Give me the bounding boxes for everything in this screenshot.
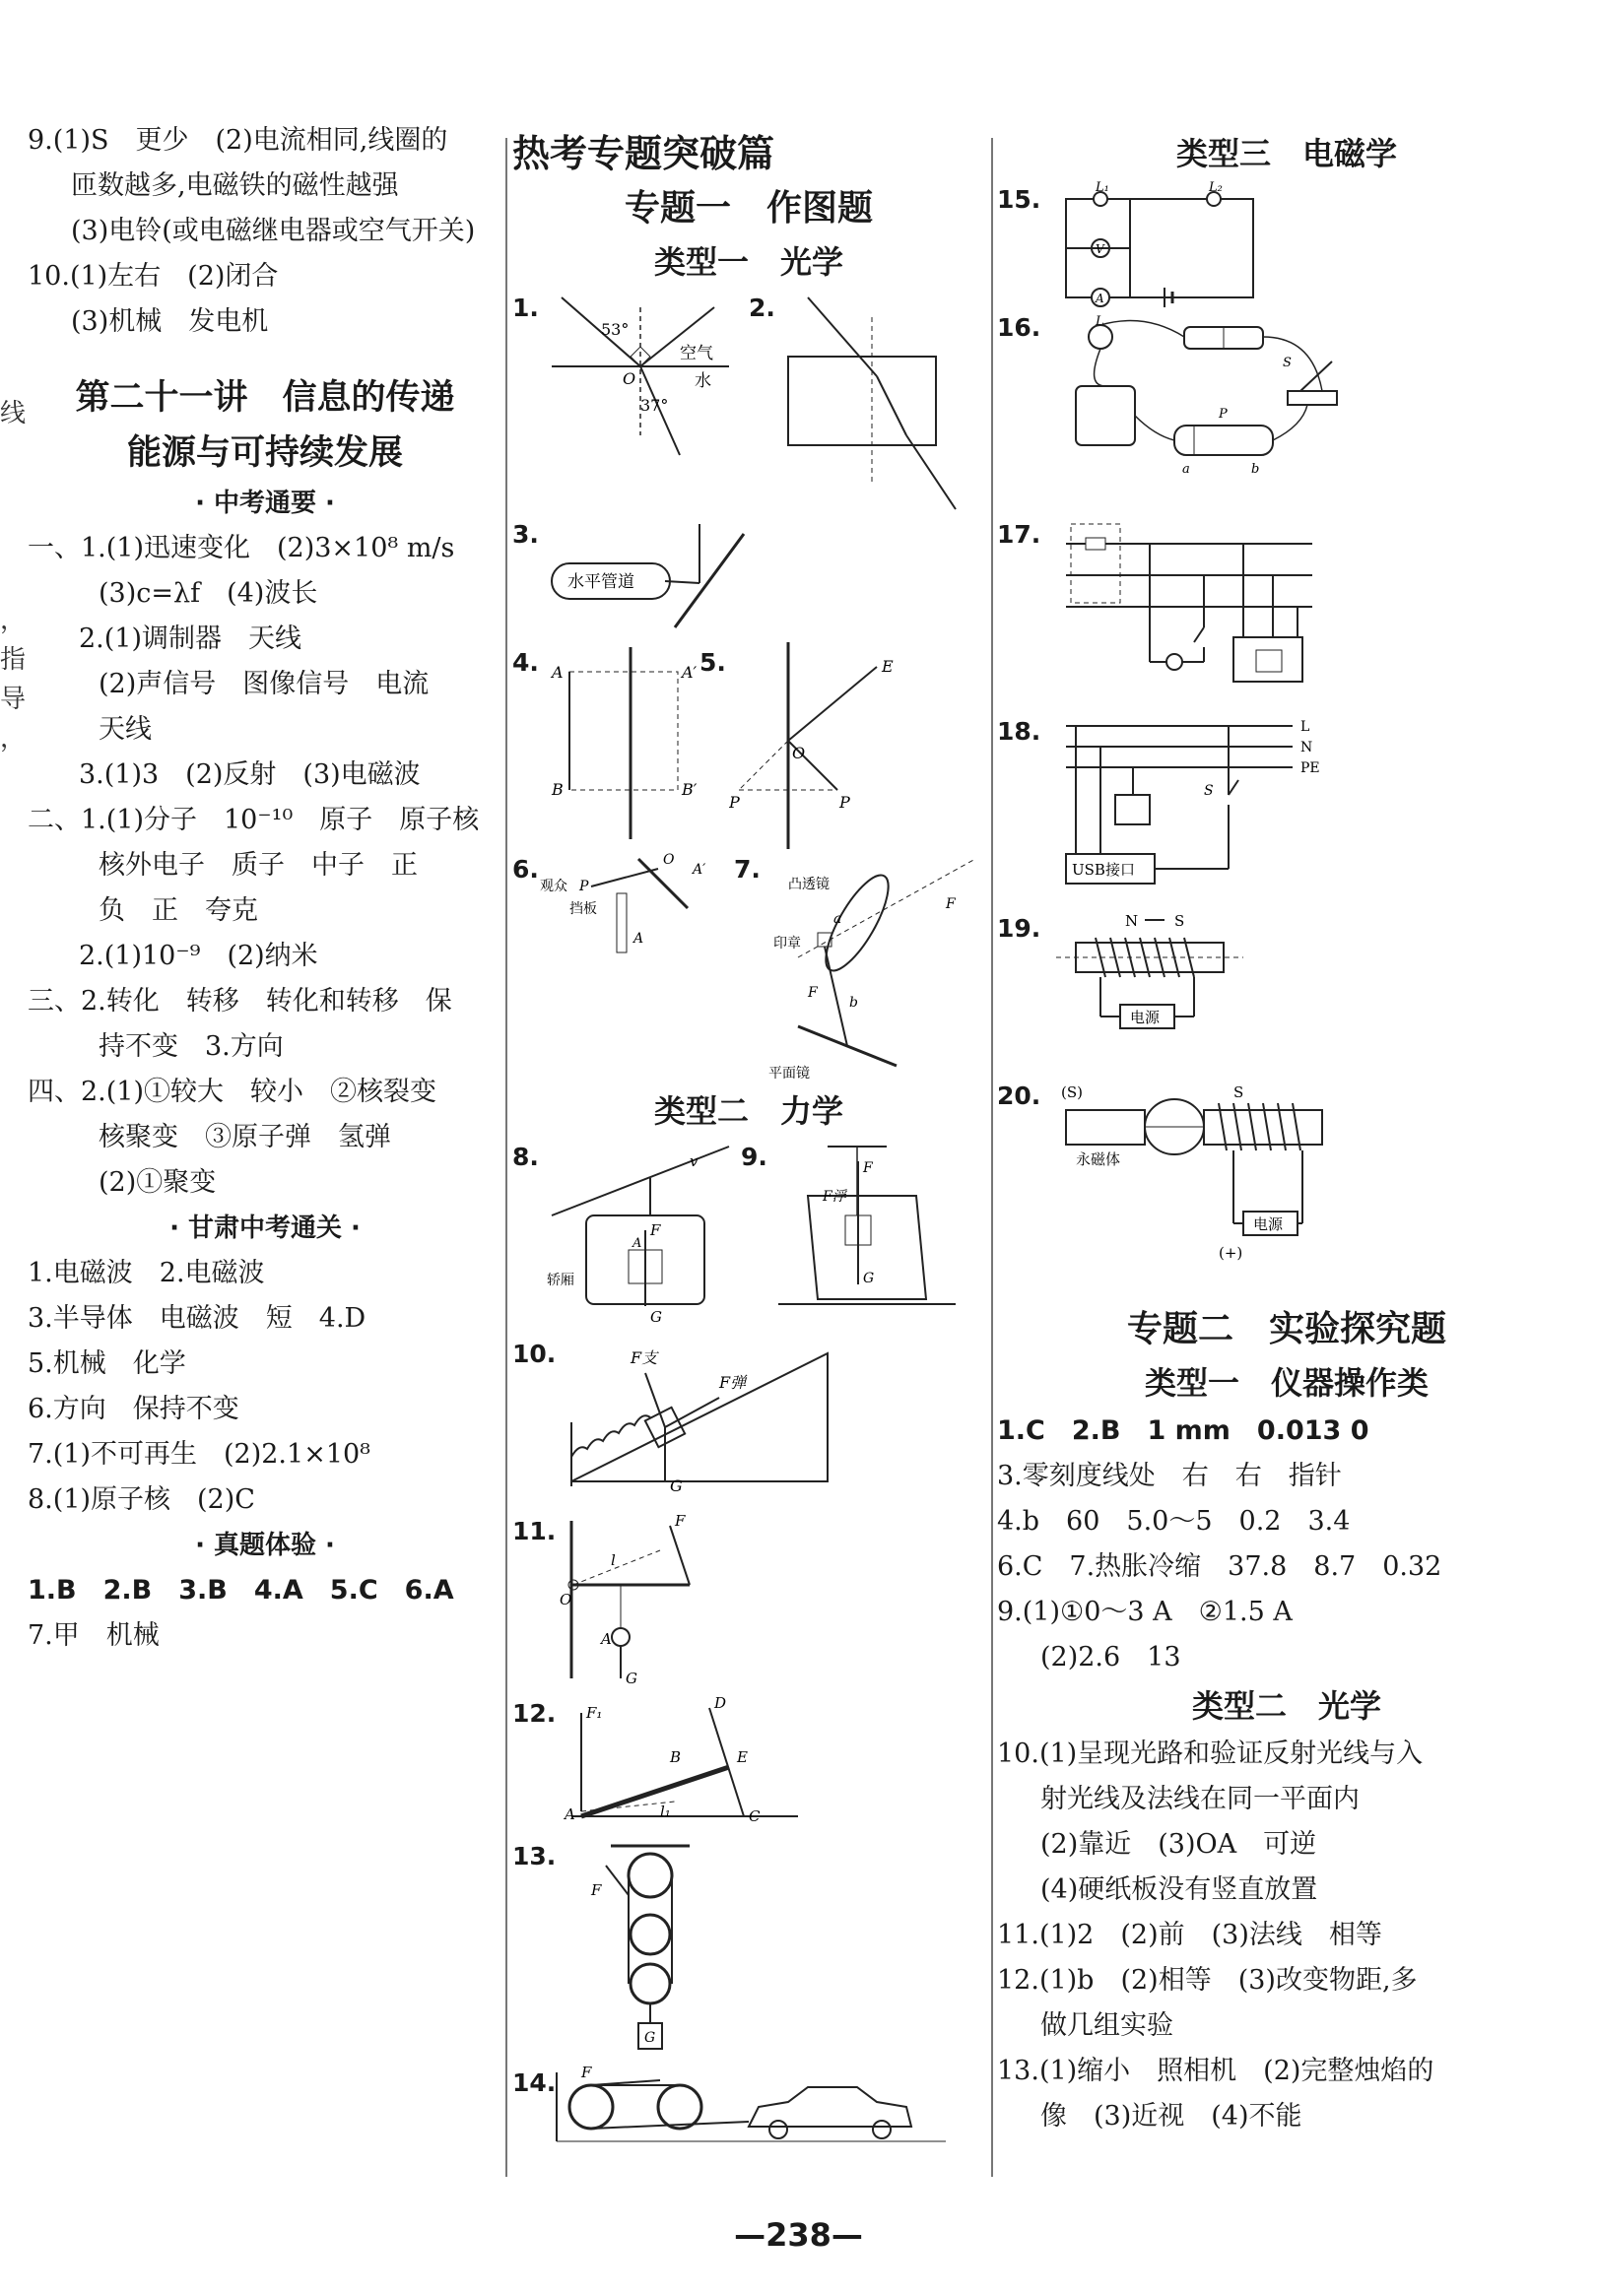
figure-4-mirror-image [542, 642, 709, 849]
answer-line: (2)声信号 图像信号 电流 [99, 669, 430, 699]
fig-16-number: 16. [997, 313, 1041, 342]
spring-force-label: F弹 [719, 1373, 747, 1392]
lecture-title-line-1: 第二十一讲 信息的传递 [75, 378, 455, 418]
velocity-label: v [690, 1152, 699, 1170]
gravity-label: G [863, 1271, 875, 1286]
point-b-prime-label: B′ [682, 780, 698, 799]
switch-s-label: S [1283, 356, 1292, 370]
answer-line: 核聚变 ③原子弹 氢弹 [99, 1122, 391, 1152]
pipe-label: 水平管道 [567, 572, 634, 592]
figure-20-magnet-solenoid [1056, 1076, 1352, 1302]
air-label: 空气 [680, 344, 713, 363]
page-number: —238— [734, 2216, 863, 2254]
fig-4-number: 4. [512, 648, 539, 677]
fig-11-number: 11. [512, 1517, 557, 1545]
fig-9-number: 9. [741, 1143, 767, 1171]
figure-row-20 [997, 1076, 1576, 1302]
figure-19-solenoid [1056, 908, 1312, 1076]
section-heading-zhongkao: · 中考通要 · [195, 489, 335, 518]
fig-20-number: 20. [997, 1082, 1041, 1110]
figure-row-15 [997, 179, 1576, 307]
figure-row-6-7 [512, 849, 985, 1085]
answer-line: 6.C 7.热胀冷缩 37.8 8.7 0.32 [997, 1551, 1442, 1582]
answer-line: (3)机械 发电机 [71, 306, 269, 337]
force-f1-label: F₁ [586, 1704, 603, 1722]
force-f-label: F [650, 1221, 661, 1239]
gravity-label: G [670, 1476, 683, 1495]
answer-line: 1.B 2.B 3.B 4.A 5.C 6.A [28, 1575, 454, 1606]
terminal-b-label: b [1251, 462, 1260, 477]
answer-line: 射光线及法线在同一平面内 [1040, 1784, 1360, 1814]
section-heading-zhenti: · 真题体验 · [195, 1531, 335, 1560]
ammeter-label: A [1096, 292, 1104, 305]
figure-row-3 [512, 514, 985, 642]
type-2-title: 类型二 力学 [653, 1092, 843, 1130]
answer-line: 7.(1)不可再生 (2)2.1×10⁸ [28, 1439, 370, 1470]
slider-p-label: P [1219, 407, 1228, 422]
buoyancy-label: F浮 [823, 1189, 846, 1205]
answer-line: 6.方向 保持不变 [28, 1394, 239, 1424]
lamp-l1-label: L₁ [1096, 180, 1109, 195]
point-e-label: E [737, 1748, 748, 1766]
line-n-label: N [1300, 740, 1313, 755]
figure-row-4-5 [512, 642, 985, 849]
fig-19-number: 19. [997, 914, 1041, 943]
lamp-l-label: L [1096, 314, 1104, 329]
answer-line: (2)靠近 (3)OA 可逆 [1040, 1829, 1317, 1860]
point-d-label: D [714, 1694, 727, 1712]
point-p-label: P [729, 793, 740, 812]
point-o-label: O [792, 744, 806, 762]
point-c-label: C [749, 1807, 761, 1825]
point-a-label: A [565, 1805, 575, 1823]
margin-fragments [0, 394, 27, 758]
figure-row-11 [512, 1511, 985, 1693]
topic-2-title: 专题二 实验探究题 [1126, 1309, 1446, 1349]
answer-line: (2)2.6 13 [1040, 1642, 1181, 1673]
answer-line: 核外电子 质子 中子 正 [99, 850, 418, 881]
figure-7-lens-mirror [759, 849, 985, 1085]
force-f-label: F [591, 1881, 602, 1899]
answer-line: 4.b 60 5.0～5 0.2 3.4 [997, 1506, 1351, 1537]
fig-6-number: 6. [512, 855, 539, 884]
column-divider-2 [991, 138, 993, 2177]
figure-13-pulley [552, 1836, 749, 2063]
point-b-label: B [552, 780, 564, 799]
fig-18-number: 18. [997, 717, 1041, 746]
margin-frag-2: ， [0, 606, 27, 635]
margin-frag-3: 指 [0, 645, 27, 675]
answer-line: 持不变 3.方向 [99, 1031, 284, 1062]
figure-row-12 [512, 1693, 985, 1836]
answer-line: 10.(1)呈现光路和验证反射光线与入 [997, 1738, 1424, 1769]
figure-row-1-2 [512, 288, 985, 514]
point-p2-label: P [839, 793, 850, 812]
mirror-label: 平面镜 [768, 1066, 810, 1082]
answer-line: 10.(1)左右 (2)闭合 [28, 261, 279, 292]
answer-line: (4)硬纸板没有竖直放置 [1040, 1874, 1318, 1905]
figure-8-cable-car [542, 1137, 739, 1334]
point-a-prime-label: A′ [693, 862, 706, 878]
figure-17-home-circuit [1056, 514, 1322, 711]
answer-line: 9.(1)S 更少 (2)电流相同,线圈的 [28, 125, 448, 156]
answer-line: 天线 [99, 714, 152, 745]
gravity-label: G [626, 1670, 637, 1687]
figure-row-8-9 [512, 1137, 985, 1334]
pole-n-label: N [1125, 912, 1139, 930]
fig-13-number: 13. [512, 1842, 557, 1870]
answer-line: 1.电磁波 2.电磁波 [28, 1258, 265, 1288]
type-1-title: 类型一 光学 [653, 243, 843, 281]
fig-1-number: 1. [512, 294, 539, 322]
answer-line: 3.零刻度线处 右 右 指针 [997, 1461, 1342, 1491]
answer-line: 二、1.(1)分子 10⁻¹⁰ 原子 原子核 [28, 805, 480, 835]
plus-terminal-label: (+) [1219, 1244, 1243, 1262]
answer-line: 像 (3)近视 (4)不能 [1040, 2101, 1302, 2132]
pole-s-label: S [1233, 1083, 1244, 1101]
figure-6-periscope [540, 849, 717, 997]
point-e-label: E [882, 657, 894, 676]
answer-line: (2)①聚变 [99, 1167, 217, 1198]
figure-row-16 [997, 307, 1576, 514]
answer-line: 11.(1)2 (2)前 (3)法线 相等 [997, 1920, 1382, 1950]
switch-s-label: S [1204, 783, 1214, 799]
cabin-label: 轿厢 [547, 1273, 574, 1288]
force-f-label: F [863, 1160, 873, 1176]
answer-line: 3.(1)3 (2)反射 (3)电磁波 [79, 759, 421, 790]
middle-column [512, 126, 985, 2151]
pole-s-bracket-label: (S) [1061, 1083, 1083, 1101]
point-b-label: b [849, 995, 858, 1011]
fig-12-number: 12. [512, 1699, 557, 1728]
fig-17-number: 17. [997, 520, 1041, 549]
gravity-label: G [650, 1308, 662, 1326]
support-force-label: F支 [631, 1348, 658, 1367]
focus-f-label: F [946, 896, 956, 912]
answer-line: 3.半导体 电磁波 短 4.D [28, 1303, 366, 1334]
point-o-label: O [623, 369, 636, 388]
figure-1-refraction [542, 288, 739, 514]
answer-line: 2.(1)10⁻⁹ (2)纳米 [79, 941, 318, 971]
column-divider-1 [505, 138, 507, 2177]
type-r2-title: 类型二 光学 [1191, 1687, 1381, 1725]
type-3-title: 类型三 电磁学 [1175, 135, 1397, 172]
terminal-a-label: a [1182, 462, 1190, 477]
figure-18-usb-circuit [1056, 711, 1332, 908]
fig-7-number: 7. [734, 855, 761, 884]
fig-5-number: 5. [699, 648, 726, 677]
figure-14-pulley-car [552, 2063, 965, 2151]
answer-line: 13.(1)缩小 照相机 (2)完整烛焰的 [997, 2056, 1434, 2086]
figure-15-circuit [1056, 179, 1273, 307]
power-label: 电源 [1130, 1009, 1161, 1026]
margin-frag-5: ， [0, 724, 27, 754]
force-f-label: F [675, 1512, 686, 1530]
margin-frag-4: 导 [0, 685, 27, 714]
figure-5-reflection [729, 642, 946, 849]
force-f-label: F [581, 2064, 592, 2081]
topic-1-title: 专题一 作图题 [624, 188, 873, 229]
answer-line: 做几组实验 [1040, 2010, 1173, 2041]
point-b-label: B [670, 1748, 682, 1766]
point-a-label: A [632, 1236, 642, 1251]
figure-16-physical-circuit [1056, 307, 1352, 514]
line-l-label: L [1300, 719, 1310, 735]
answer-line: 四、2.(1)①较大 较小 ②核裂变 [28, 1077, 437, 1107]
figure-row-18 [997, 711, 1576, 908]
usb-port-label: USB接口 [1072, 861, 1135, 879]
water-label: 水 [695, 371, 711, 391]
figure-row-10 [512, 1334, 985, 1511]
arm-l-label: l [611, 1551, 616, 1569]
line-pe-label: PE [1300, 760, 1320, 776]
point-a-prime-label: A′ [682, 663, 698, 682]
fig-14-number: 14. [512, 2068, 557, 2097]
figure-row-14 [512, 2063, 985, 2151]
voltmeter-label: V [1096, 242, 1104, 256]
answer-line: 一、1.(1)迅速变化 (2)3×10⁸ m/s [28, 533, 455, 563]
figure-row-17 [997, 514, 1576, 711]
fig-8-number: 8. [512, 1143, 539, 1171]
viewer-label: 观众 [540, 879, 567, 894]
permanent-magnet-label: 永磁体 [1076, 1150, 1121, 1168]
right-column [997, 128, 1576, 2139]
answer-line: 负 正 夸克 [99, 895, 258, 926]
fig-2-number: 2. [749, 294, 775, 322]
angle-53-label: 53° [601, 320, 630, 339]
point-o-label: O [663, 852, 675, 868]
board-label: 挡板 [569, 901, 597, 917]
answer-line: 匝数越多,电磁铁的磁性越强 [71, 170, 399, 201]
figure-9-buoyancy [768, 1137, 965, 1334]
figure-10-incline-spring [552, 1334, 867, 1511]
answer-line: (3)c=λf (4)波长 [99, 578, 318, 609]
answer-line: 12.(1)b (2)相等 (3)改变物距,多 [997, 1965, 1418, 1996]
fig-15-number: 15. [997, 185, 1041, 214]
figure-2-glass-block [778, 288, 975, 514]
type-r1-title: 类型一 仪器操作类 [1144, 1364, 1429, 1402]
answer-line: 2.(1)调制器 天线 [79, 623, 302, 654]
focus-f2-label: F [808, 985, 818, 1001]
figure-3-pipe [542, 514, 768, 642]
answer-line: 7.甲 机械 [28, 1620, 160, 1651]
lens-label: 凸透镜 [788, 877, 830, 892]
left-column [28, 118, 502, 1659]
point-p-label: P [579, 879, 589, 894]
fig-10-number: 10. [512, 1340, 557, 1368]
stamp-label: 印章 [773, 936, 801, 951]
answer-line: 1.C 2.B 1 mm 0.013 0 [997, 1415, 1369, 1446]
part-title: 热考专题突破篇 [512, 132, 775, 175]
answer-line: 5.机械 化学 [28, 1348, 186, 1379]
margin-frag-1: 线 [0, 399, 27, 428]
figure-12-lever-rod [562, 1693, 818, 1836]
point-a-label: A [633, 931, 644, 947]
answer-line: 三、2.转化 转移 转化和转移 保 [28, 986, 452, 1017]
section-heading-gansu: · 甘肃中考通关 · [169, 1214, 361, 1243]
arm-l1-label: l₁ [660, 1803, 671, 1820]
figure-11-lever [552, 1511, 749, 1693]
angle-37-label: 37° [640, 396, 669, 415]
answer-line: (3)电铃(或电磁继电器或空气开关) [71, 216, 476, 246]
answer-line: 9.(1)①0～3 A ②1.5 A [997, 1597, 1293, 1627]
pivot-o-label: O [560, 1591, 572, 1608]
point-a-label: A [552, 663, 564, 682]
point-a-label: A [601, 1630, 612, 1648]
lecture-title-line-2: 能源与可持续发展 [126, 433, 403, 473]
answer-line: 8.(1)原子核 (2)C [28, 1484, 255, 1515]
lamp-l2-label: L₂ [1209, 180, 1223, 195]
figure-row-19 [997, 908, 1576, 1076]
point-a-label: a [833, 911, 842, 927]
figure-row-13 [512, 1836, 985, 2063]
weight-g-label: G [644, 2030, 656, 2046]
power-label: 电源 [1253, 1215, 1284, 1233]
pole-s-label: S [1174, 912, 1185, 930]
fig-3-number: 3. [512, 520, 539, 549]
